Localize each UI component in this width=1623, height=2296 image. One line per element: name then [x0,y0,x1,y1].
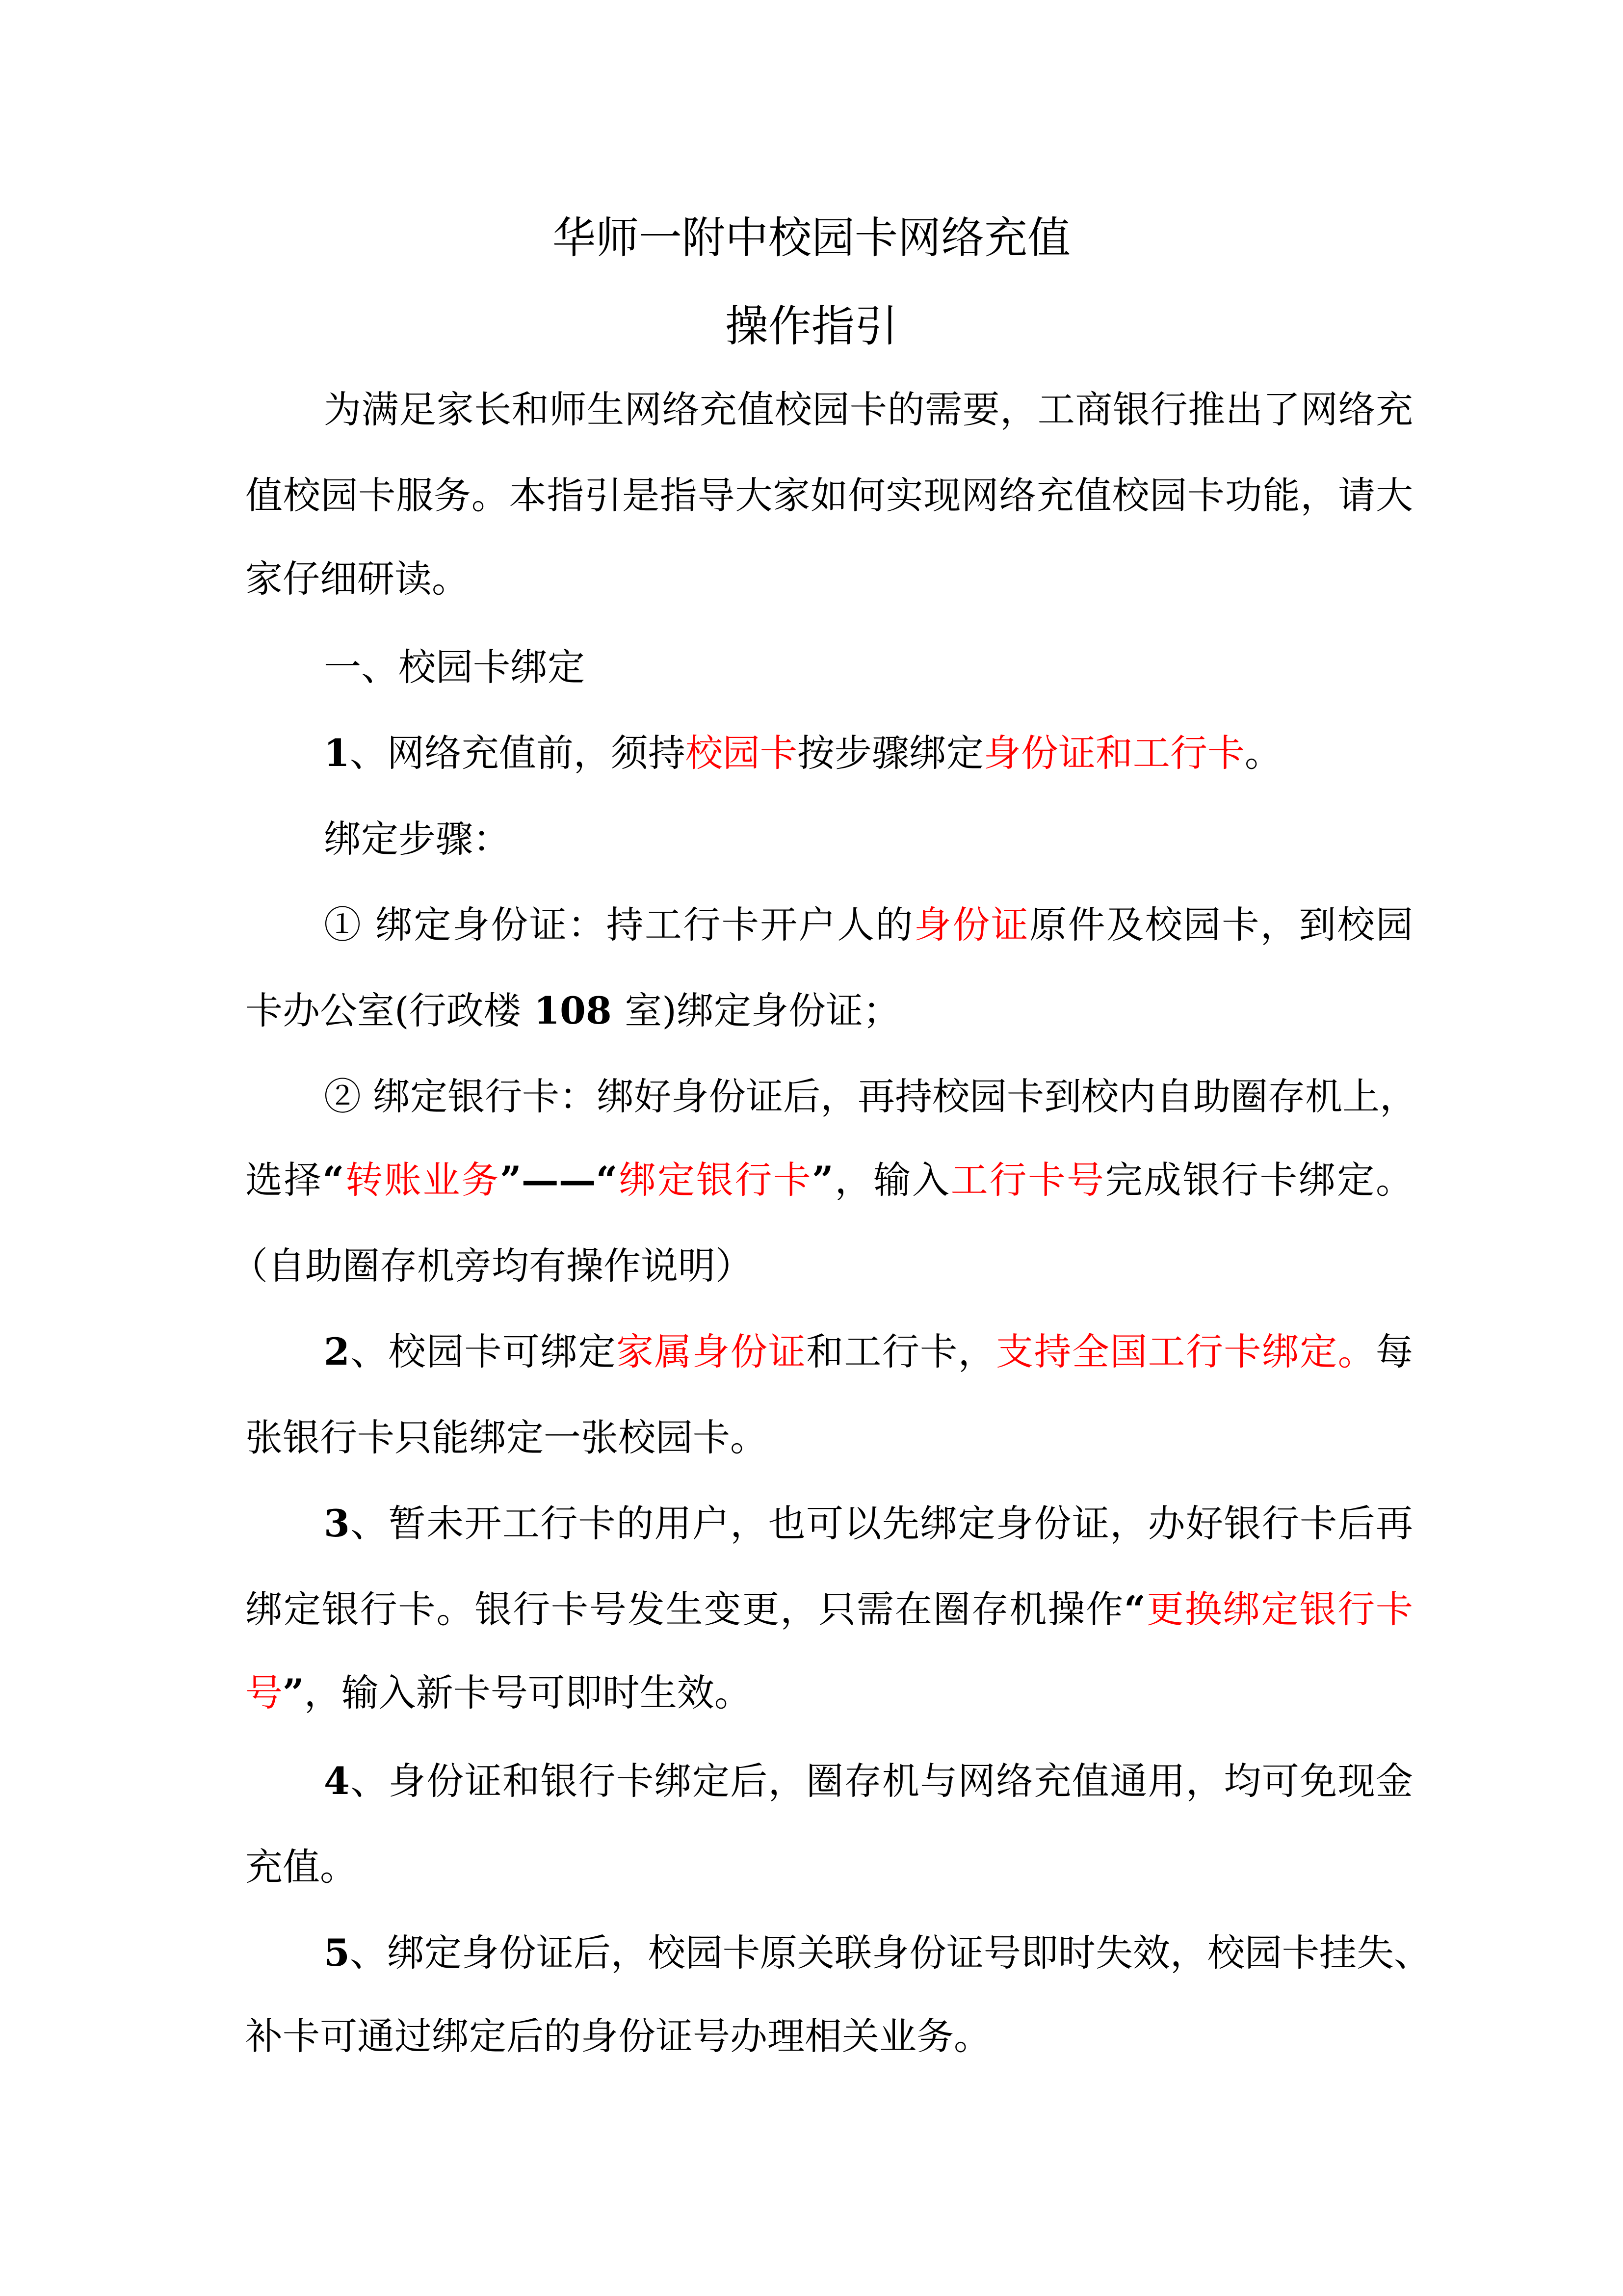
step-1-text-b: 原件及校园卡，到校园 [1029,903,1414,947]
item-1-highlight-campus-card: 校园卡 [685,731,797,775]
item-1-text-c: 。 [1244,731,1282,775]
step-2-close-quote: ” [812,1158,834,1202]
item-2-text-a: 、校园卡可绑定 [349,1330,617,1373]
item-3-close-quote: ” [283,1671,304,1715]
step-2-highlight-transfer: 转账业务 [344,1158,500,1202]
step-1-text-a: ① 绑定身份证：持工行卡开户人的 [324,903,914,947]
item-1 [324,729,1282,778]
step-1-line-1 [324,900,1413,950]
step-2-dash: ”——“ [500,1158,618,1202]
step-1-room-number: 108 [521,989,625,1032]
item-2-text-c: 每 [1376,1330,1414,1373]
intro-line-2: 值校园卡服务。本指引是指导大家如何实现网络充值校园卡功能，请大 [245,474,1413,517]
section-heading: 一、校园卡绑定 [324,645,585,689]
step-2-text-b: ，输入 [833,1158,951,1202]
item-2-text-b: 和工行卡， [806,1330,996,1373]
intro-line-1: 为满足家长和师生网络充值校园卡的需要，工商银行推出了网络充 [324,388,1413,431]
item-1-highlight-id-bank: 身份证和工行卡 [983,731,1245,775]
item-2-line-2: 张银行卡只能绑定一张校园卡。 [245,1416,767,1459]
intro-line-3: 家仔细研读。 [245,557,469,601]
step-2-note: （自助圈存机旁均有操作说明） [231,1244,753,1288]
step-1-highlight-id: 身份证 [914,903,1030,947]
step-1-line-2-a: 卡办公室(行政楼 [245,989,521,1032]
step-2-highlight-card-number: 工行卡号 [950,1158,1105,1202]
document-title: 华师一附中校园卡网络充值 [552,212,1071,263]
step-2-line-2 [245,1156,1413,1205]
steps-label: 绑定步骤： [324,817,510,861]
item-2-line-1 [324,1327,1413,1376]
document-subtitle: 操作指引 [725,301,898,351]
item-3-line-3 [245,1668,752,1717]
item-3-highlight-change-card: 更换绑定银行卡 [1145,1587,1414,1631]
item-3-line-2 [245,1585,1413,1634]
item-5-text-a: 、绑定身份证后，校园卡原关联身份证号即时失效，校园卡挂失、 [349,1931,1431,1975]
item-2-highlight-family-id: 家属身份证 [616,1330,807,1373]
step-2-line-1: ② 绑定银行卡：绑好身份证后，再持校园卡到校内自助圈存机上， [324,1075,1417,1118]
item-3-open-quote: “ [1124,1587,1146,1631]
item-4-line-2: 充值。 [245,1845,357,1889]
step-2-highlight-bind-card: 绑定银行卡 [617,1158,812,1202]
item-1-text-b: 按步骤绑定 [797,731,984,775]
item-2-number: 2 [324,1330,350,1373]
item-2-highlight-nationwide: 支持全国工行卡绑定。 [996,1330,1376,1373]
item-4-line-1 [324,1757,1413,1806]
item-1-number: 1 [324,731,350,775]
item-5-line-2: 补卡可通过绑定后的身份证号办理相关业务。 [245,2014,991,2058]
item-4-number: 4 [324,1759,350,1803]
item-3-text-a: 、暂未开工行卡的用户，也可以先绑定身份证，办好银行卡后再 [349,1502,1413,1545]
item-5-number: 5 [324,1931,350,1975]
item-3-line-3-text: ，输入新卡号可即时生效。 [304,1671,752,1715]
item-3-number: 3 [324,1502,350,1545]
step-2-open-quote: “ [322,1158,344,1202]
item-4-text-a: 、身份证和银行卡绑定后，圈存机与网络充值通用，均可免现金 [349,1759,1413,1803]
step-2-text-a: 选择 [245,1158,323,1202]
step-1-line-2-b: 室)绑定身份证； [625,989,900,1032]
item-3-line-2-text: 绑定银行卡。银行卡号发生变更，只需在圈存机操作 [245,1587,1125,1631]
item-5-line-1 [324,1928,1431,1978]
step-2-text-c: 完成银行卡绑定。 [1105,1158,1414,1202]
step-1-line-2 [245,986,900,1035]
item-3-line-1 [324,1499,1413,1548]
item-1-text-a: 、网络充值前，须持 [349,731,685,775]
item-3-highlight-number: 号 [245,1671,283,1715]
